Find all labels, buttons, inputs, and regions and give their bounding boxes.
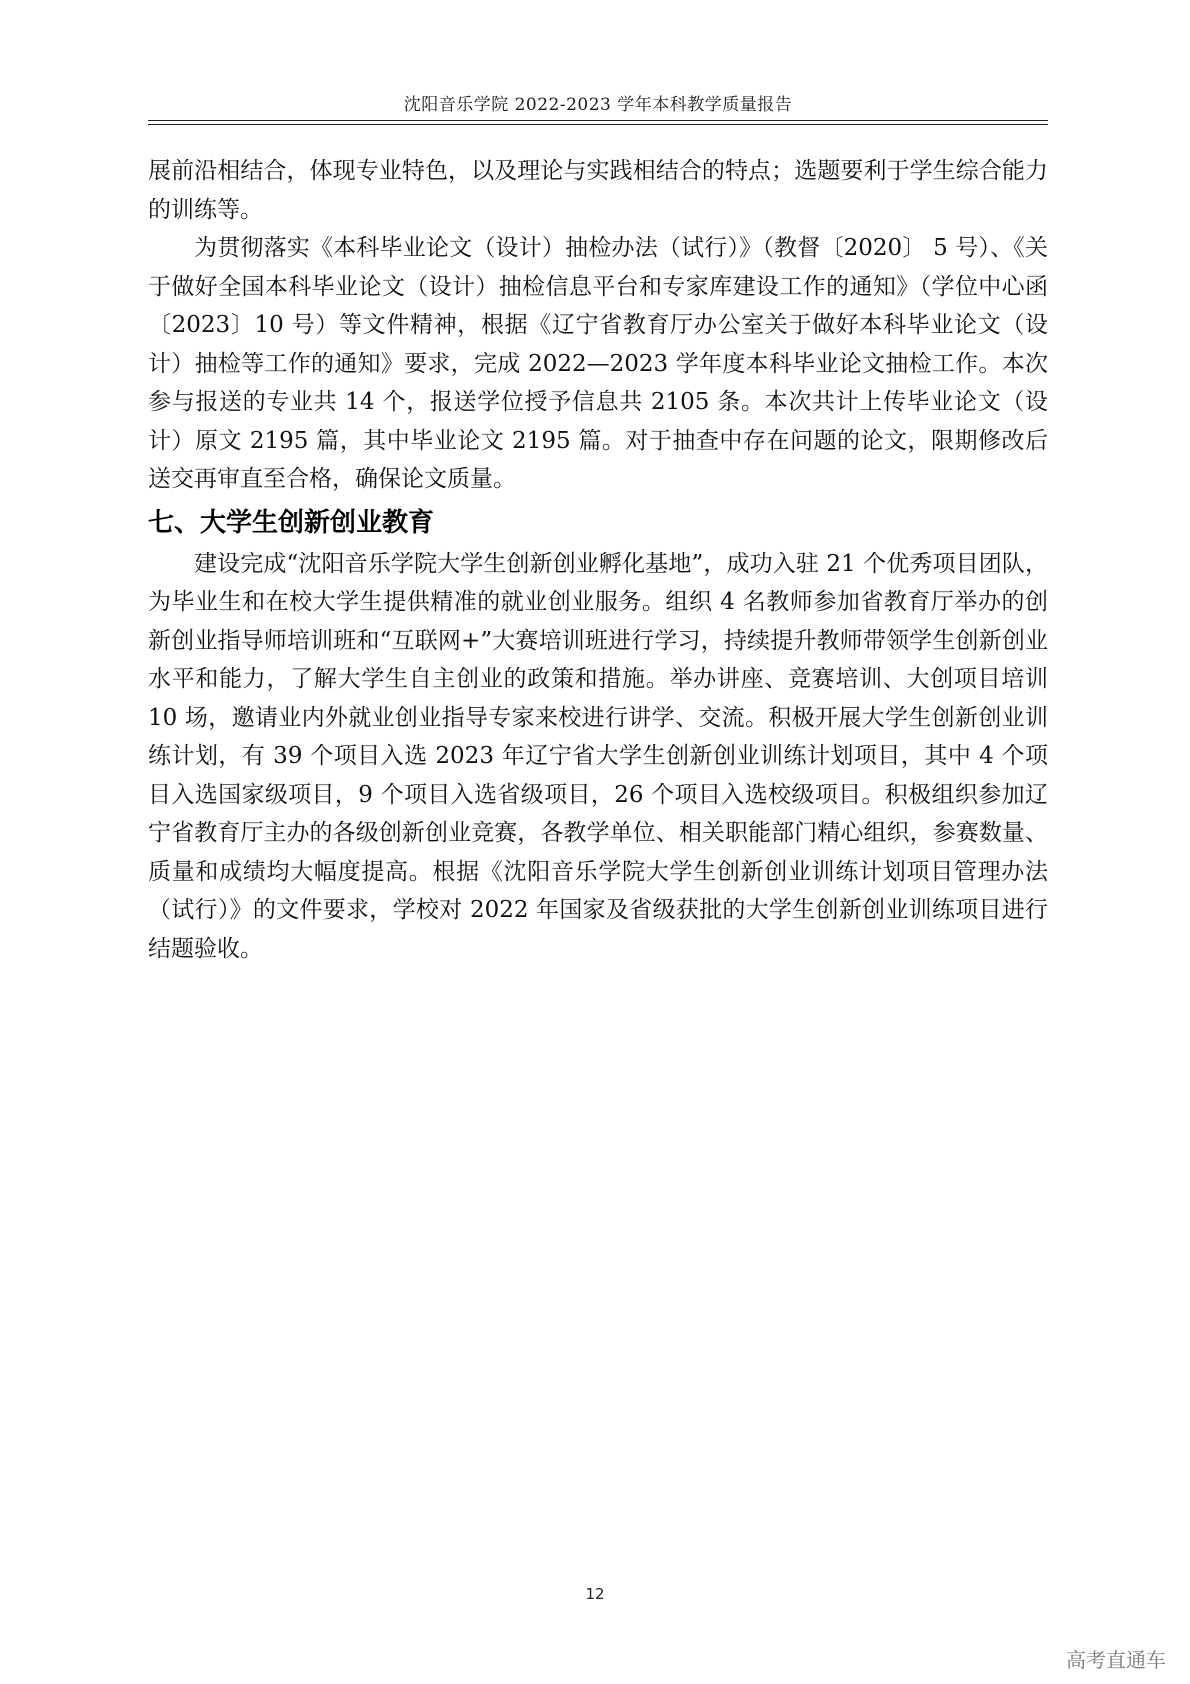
running-header: 沈阳音乐学院 2022-2023 学年本科教学质量报告 xyxy=(403,95,793,115)
section-heading: 七、大学生创新创业教育 xyxy=(148,507,435,538)
paragraph-innovation-education: 建设完成“沈阳音乐学院大学生创新创业孵化基地”，成功入驻 21 个优秀项目团队，为毕业生和在校大学生提供精准的就业创业服务。组织 4 名教师参加省教育厅举办的创新创业指导师培训班和“互联网+”大赛培训班进行学习，持续提升教师带领学生创新创业水平和能力，了解大学生自主创业的政策和措施。举办讲座、竞赛培训、大创项目培训 10 场，邀请业内外就业创业指导专家来校进行讲学、交流。积极开展大学生创新创业训练计划，有 39 个项目入选 2023 年辽宁省大学生创新创业训练计划项目，其中 4 个项目入选国家级项目，9 个项目入选省级项目，26 个项目入选校级项目。积极组织参加辽宁省教育厅主办的各级创新创业竞赛，各教学单位、相关职能部门精心组织，参赛数量、质量和成绩均大幅度提高。根据《沈阳音乐学院大学生创新创业训练计划项目管理办法（试行）》的文件要求，学校对 2022 年国家及省级获批的大学生创新创业训练项目进行结题验收。 xyxy=(148,550,1048,962)
header-rule xyxy=(148,120,1048,121)
page-content xyxy=(148,152,1048,968)
page-number: 12 xyxy=(585,1585,605,1603)
header-rule-thin xyxy=(148,124,1048,125)
paragraph-thesis-inspection: 为贯彻落实《本科毕业论文（设计）抽检办法（试行）》（教督〔2020〕 5 号）、《关于做好全国本科毕业论文（设计）抽检信息平台和专家库建设工作的通知》（学位中心函〔2023〕10 号）等文件精神，根据《辽宁省教育厅办公室关于做好本科毕业论文（设计）抽检等工作的通知》要求，完成 2022—2023 学年度本科毕业论文抽检工作。本次参与报送的专业共 14 个，报送学位授予信息共 2105 条。本次共计上传毕业论文（设计）原文 2195 篇，其中毕业论文 2195 篇。对于抽查中存在问题的论文，限期修改后送交再审直至合格，确保论文质量。 xyxy=(148,235,1048,492)
paragraph-continued: 展前沿相结合，体现专业特色，以及理论与实践相结合的特点；选题要利于学生综合能力的训练等。 xyxy=(148,158,1048,223)
watermark: 高考直通车 xyxy=(1066,1648,1166,1672)
